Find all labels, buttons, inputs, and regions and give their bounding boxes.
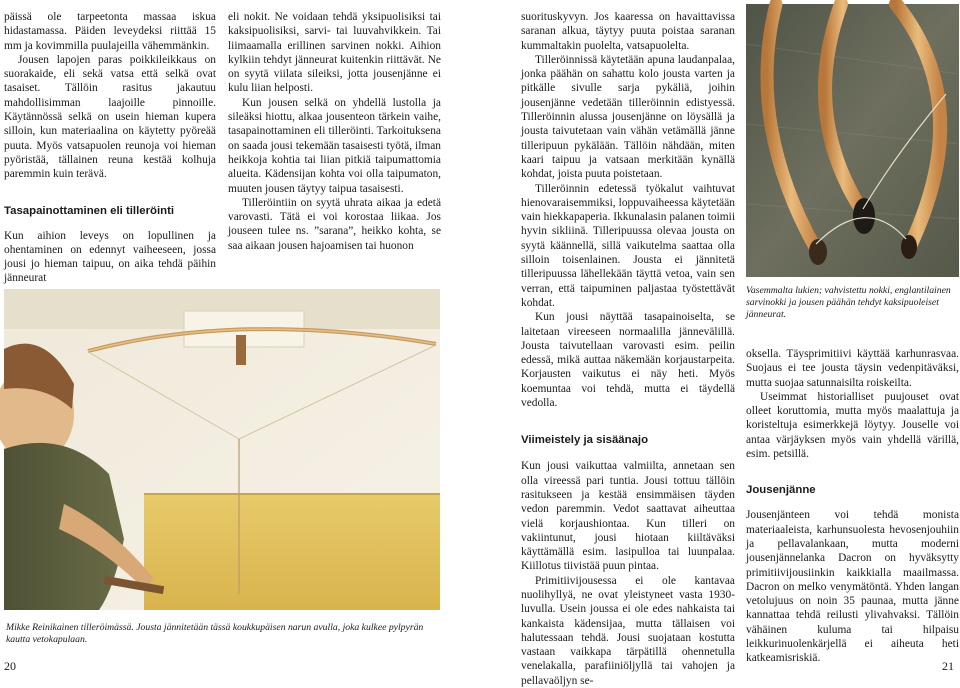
paragraph: Kun jousi vaikuttaa valmiilta, annetaan sen olla vireessä pari tuntia. Jousi tottuu tällöin rasitukseen ja kestää ensimmäisen täyden vedon paremmin. Vedot saattavat aiheuttaa vielä korjaushiontaa. Kun tilleri on vakiintunut, jousi hiotaan kiiltäväksi käyttämällä esim. lasipulloa tai luunpalaa. Kiillotus tiivistää puun pintaa.	[521, 460, 735, 573]
left-column-1	[4, 10, 216, 286]
section-heading-finishing: Viimeistely ja sisäänajo	[521, 434, 649, 447]
bow-nocks-photo	[746, 4, 959, 277]
paragraph: eli nokit. Ne voidaan tehdä yksipuolisiksi tai kaksipuolisiksi, sarvi- tai luuvahvikkein. Tai liimaamalla erillinen sarvinen nokki. Aihion kylkiin tehdyt jänneurat kuitenkin riittävät. Ne on syytä viilata sileiksi, jotta jousenjänne ei kulu liian helposti.	[228, 11, 441, 95]
right-column-2	[746, 347, 959, 666]
paragraph: Jousen lapojen paras poikkileikkaus on suorakaide, eli sekä vatsa että selkä ovat tasaiset. Tällöin rasitus jakautuu mahdollisimman laajoille pinnoille. Käytännössä selkä on usein hieman kupera silloin, kun materiaalina on käytetty pyöreää puuta. Myös vatsapuolen reunoja voi hieman pyöristää, tällainen reuna kestää kolhuja paremmin kuin terävä.	[4, 53, 216, 181]
paragraph: päissä ole tarpeetonta massaa iskua hidastamassa. Päiden leveydeksi riittää 15 mm ja kovimmilla puulajeilla vähemmänkin.	[4, 11, 216, 52]
section-heading-bowstring: Jousenjänne	[746, 484, 816, 497]
paragraph: Tilleröinnissä käytetään apuna laudanpalaa, jonka päähän on sahattu kolo jousta varten ja pitkälle sivulle sarja pykäliä, joihin jousenjänne vedetään tilleröinnin edistyessä. Tilleröinnin alussa jousenjänne on löysällä ja jousta taivutetaan vain vähän vetämällä jänne tilleripuun pykälään. Tällöin nähdään, miten kaari taipuu ja vatsaan merkitään kynällä kohdat, joista puuta poistetaan.	[521, 53, 735, 181]
paragraph: suorituskyvyn. Jos kaaressa on havaittavissa saranan alkua, täytyy puuta poistaa saranan kummaltakin puolelta, vatsapuolelta.	[521, 11, 735, 52]
right-column-1	[521, 10, 735, 688]
paragraph: Kun jousi näyttää tasapainoiselta, se laitetaan vireeseen normaalilla jännevälillä. Jousta taivutellaan varovasti esim. peilin edessä, mikä auttaa näkemään korjaustarpeita. Korjausten vaikutus ei näy heti. Myös koemuntaa voi tehdä, mutta ei täydellä vedolla.	[521, 311, 735, 410]
paragraph: oksella. Täysprimitiivi käyttää karhunrasvaa. Suojaus ei tee jousta täysin vedenpitäväksi, mutta suojaa satunnaisilta roiskeilta.	[746, 348, 959, 389]
paragraph: Tilleröinnin edetessä työkalut vaihtuvat hienovaraisemmiksi, loppuvaiheessa käytetään vain hiekkapaperia. Ikkunalasin palanen toimii hyvin sikliinä. Tilleripuussa olevaa jousta on syytä käännellä, sillä vaikutelma saattaa olla silloin toisenlainen. Jousta ei jännitetä tilleripuussa lähellekään täyttä vetoa, vain sen verran, että taipuminen paljastaa työstettävät kohdat.	[521, 182, 735, 309]
paragraph: Useimmat historialliset puujouset ovat olleet koruttomia, mutta myös maalattuja ja koristeltuja esimerkkejä löytyy. Jouselle voi antaa värjäyksen myös vain yhdellä värillä, esim. petsillä.	[746, 390, 959, 461]
section-heading-tillering: Tasapainottaminen eli tilleröinti	[4, 204, 175, 217]
paragraph: Kun jousen selkä on yhdellä lustolla ja sileäksi hiottu, alkaa jousenteon tärkein vaihe, tasapainottaminen eli tilleröinti. Tarkoituksena on saada jousi tekemään tasaisesti työtä, ilman heikkoja kohtia tai liian pitkiä taipumattomia alueita. Kädensijan kohta voi olla taipumaton, muuten jousen täytyy taipua tasaisesti.	[228, 96, 441, 195]
left-column-2	[228, 10, 441, 253]
tillering-photo	[4, 289, 440, 610]
tillering-photo-caption: Mikke Reinikainen tilleröimässä. Jousta jännitetään tässä koukkupäisen narun avulla, joka kulkee pylpyrän kautta vetokapulaan.	[6, 622, 424, 646]
paragraph: Primitiivijousessa ei ole kantavaa nuolihyllyä, ne ovat yleistyneet vasta 1930-luvulla. Usein joussa ei ole edes nahkaista tai kankaista kädensijaa, mutta tällaisen voi halutessaan tehdä. Jousi suojataan kostutta vastaan vaikkapa tärpätillä ohennetulla venelakalla, parafiiniöljyllä tai vahojen ja pellavaöljyn se-	[521, 574, 735, 687]
bow-nocks-photo-caption: Vasemmalta lukien; vahvistettu nokki, englantilainen sarvinokki ja jousen päähän tehdyt kaksipuoleiset jänneurat.	[746, 285, 951, 321]
page-number-left: 20	[4, 659, 16, 673]
page-number-right: 21	[942, 659, 954, 673]
paragraph: Kun aihion leveys on lopullinen ja ohentaminen on edennyt vaiheeseen, jossa jousi jo hieman taipuu, on aika tehdä päihin jänneurat	[4, 229, 216, 285]
paragraph: Tilleröintiin on syytä uhrata aikaa ja edetä varovasti. Tätä ei voi korostaa liikaa. Jos jouseen tulee ns. ”sarana”, heikko kohta, se saa aikaan jousen hajoamisen tai huonon	[228, 196, 441, 252]
paragraph: Jousenjänteen voi tehdä monista materiaaleista, karhunsuolesta hevosenjouhiin ja pellavalankaan, mutta moderni jousenjännelanka Dacron on hyväksytty primitiivijousiinkin kaikkialla maailmassa. Dacron on melko venymätöntä. Yhden langan vetolujuus on noin 35 paunaa, mutta jänne kannattaa tehdä reilusti ylivahvaksi. Tällöin vähäinen kuluma tai hilpaisu leikkurinuolenkärjellä ei aiheuta heti katkeamisriskiä.	[746, 509, 959, 665]
